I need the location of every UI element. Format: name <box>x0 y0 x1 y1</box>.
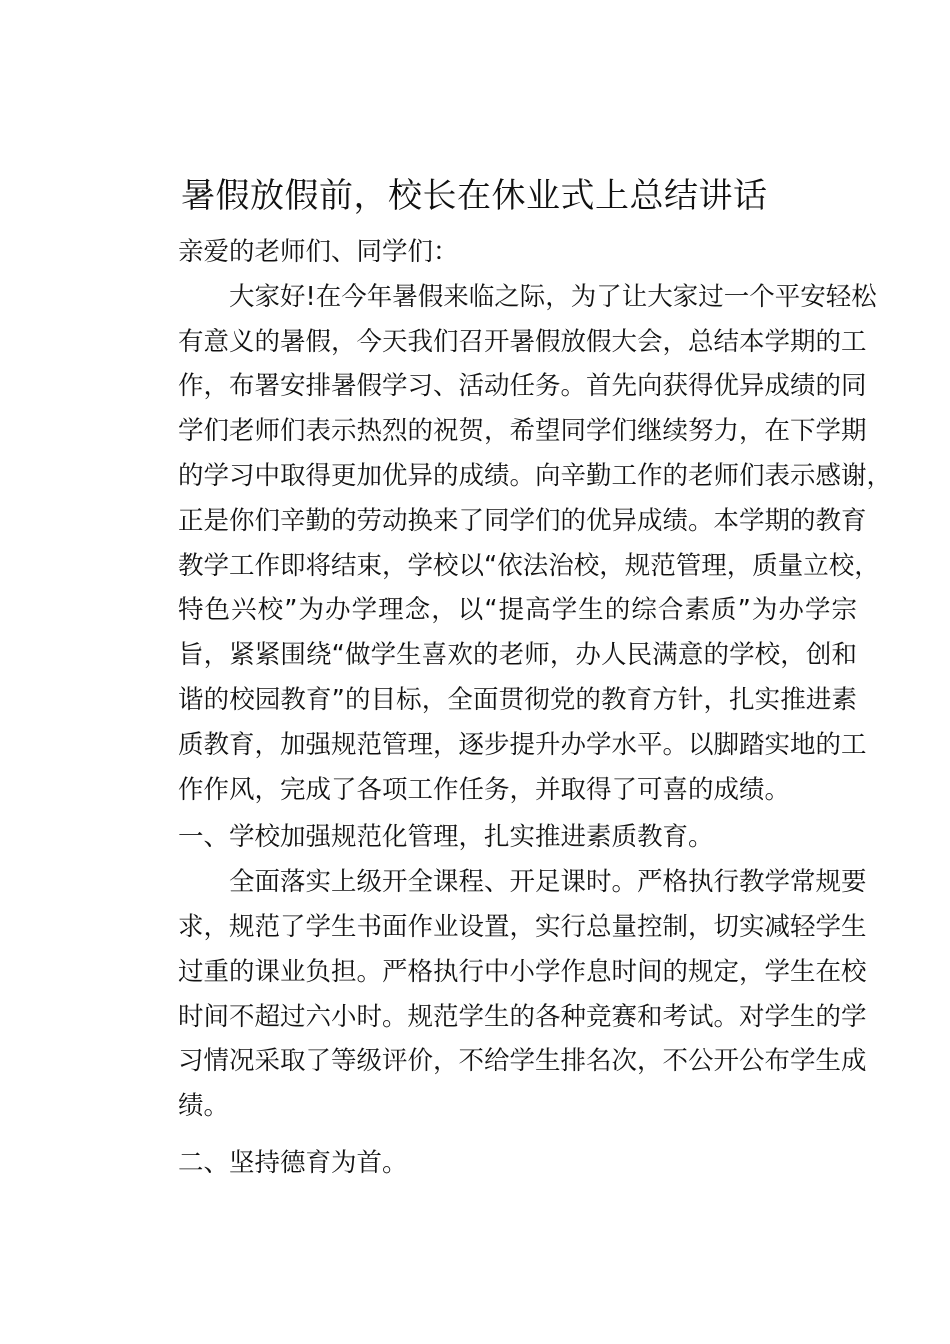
paragraph-line: 过重的课业负担。严格执行中小学作息时间的规定，学生在校 <box>178 956 867 987</box>
paragraph-line: 特色兴校”为办学理念，以“提高学生的综合素质”为办学宗 <box>178 595 857 626</box>
document-page <box>127 168 893 1186</box>
paragraph-line: 大家好!在今年暑假来临之际，为了让大家过一个平安轻松 <box>229 281 877 312</box>
paragraph-line: 质教育，加强规范管理，逐步提升办学水平。以脚踏实地的工 <box>178 729 867 760</box>
paragraph-line: 旨，紧紧围绕“做学生喜欢的老师，办人民满意的学校，创和 <box>178 640 857 671</box>
paragraph-line: 时间不超过六小时。规范学生的各种竞赛和考试。对学生的学 <box>178 1001 867 1032</box>
paragraph-line: 的学习中取得更加优异的成绩。向辛勤工作的老师们表示感谢， <box>178 460 893 491</box>
intro-paragraph <box>127 275 893 813</box>
section-heading-2: 二、坚持德育为首。 <box>178 1147 408 1178</box>
salutation: 亲爱的老师们、同学们： <box>178 237 459 267</box>
section-heading-1: 一、学校加强规范化管理，扎实推进素质教育。 <box>178 822 714 853</box>
paragraph-line: 求，规范了学生书面作业设置，实行总量控制，切实减轻学生 <box>178 911 867 942</box>
paragraph-line: 教学工作即将结束，学校以“依法治校，规范管理，质量立校， <box>178 550 880 581</box>
paragraph-line: 谐的校园教育”的目标，全面贯彻党的教育方针，扎实推进素 <box>178 684 857 715</box>
paragraph-line: 学们老师们表示热烈的祝贺，希望同学们继续努力，在下学期 <box>178 416 867 447</box>
paragraph-line: 有意义的暑假，今天我们召开暑假放假大会，总结本学期的工 <box>178 326 867 357</box>
paragraph-line: 绩。 <box>178 1091 230 1122</box>
paragraph-line: 全面落实上级开全课程、开足课时。严格执行教学常规要 <box>229 867 867 898</box>
paragraph-line: 习情况采取了等级评价，不给学生排名次，不公开公布学生成 <box>178 1046 867 1077</box>
document-title: 暑假放假前，校长在休业式上总结讲话 <box>181 176 768 216</box>
paragraph-line: 作作风，完成了各项工作任务，并取得了可喜的成绩。 <box>178 774 791 805</box>
paragraph-line: 正是你们辛勤的劳动换来了同学们的优异成绩。本学期的教育 <box>178 505 867 536</box>
paragraph-line: 作，布署安排暑假学习、活动任务。首先向获得优异成绩的同 <box>178 371 867 402</box>
section-1-paragraph <box>127 860 867 1129</box>
